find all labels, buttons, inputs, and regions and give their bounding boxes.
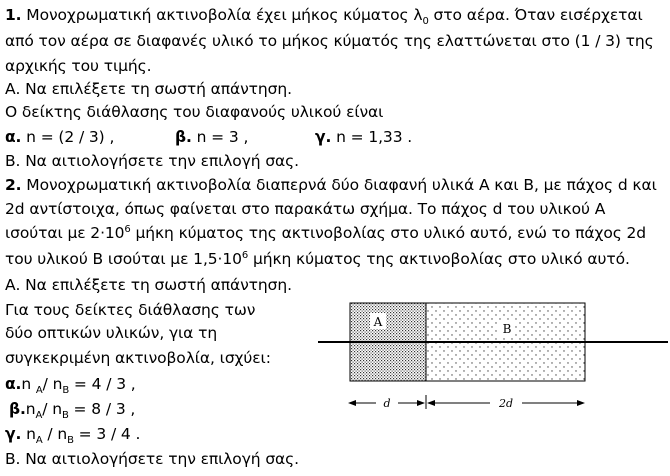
q1-option-a-label: α. bbox=[5, 128, 22, 146]
q2-line-3 bbox=[5, 222, 646, 244]
q2-option-b-mid: / n bbox=[42, 400, 62, 418]
q2-part-a: Α. Να επιλέξετε τη σωστή απάντηση. bbox=[5, 276, 292, 294]
q2-option-a-sub-a: Α bbox=[35, 385, 43, 397]
lambda-subscript: 0 bbox=[422, 16, 429, 28]
q1-stem: Ο δείκτης διάθλασης του διαφανούς υλικού είναι bbox=[5, 103, 384, 121]
q2-option-c bbox=[5, 423, 140, 445]
q1-option-a bbox=[5, 126, 175, 148]
q2-option-c-sub-a: Α bbox=[35, 435, 43, 447]
q1-option-c-label: γ. bbox=[315, 128, 332, 146]
q1-part-b: Β. Να αιτιολογήσετε την επιλογή σας. bbox=[5, 152, 299, 170]
q2-option-a-mid: / n bbox=[42, 375, 63, 393]
q2-line-2: 2d αντίστοιχα, όπως φαίνεται στο παρακάτω σχήμα. Το πάχος d του υλικού Α bbox=[5, 200, 606, 218]
q2-text-3a: ισούται με 2·10 bbox=[5, 224, 125, 242]
q2-option-a-n: n bbox=[21, 375, 36, 393]
q1-option-b bbox=[175, 126, 315, 148]
q2-text-4b: μήκη κύματος της ακτινοβολίας στο υλικό αυτό. bbox=[248, 250, 630, 268]
q2-text-3b: μήκη κύματος της ακτινοβολίας στο υλικό αυτό, ενώ το πάχος 2d bbox=[130, 224, 647, 242]
materials-figure bbox=[318, 297, 668, 427]
dim-d-label: d bbox=[383, 397, 391, 410]
q2-stem-2: δύο οπτικών υλικών, για τη bbox=[5, 324, 218, 342]
q1-option-a-text: n = (2 / 3) , bbox=[21, 128, 115, 146]
q1-options bbox=[5, 126, 412, 148]
dim-2d-arrow-left bbox=[427, 400, 435, 406]
q2-stem-1: Για τους δείκτες διάθλασης των bbox=[5, 301, 256, 319]
label-b: B bbox=[502, 322, 512, 336]
dim-d-arrow-right bbox=[417, 400, 425, 406]
q2-option-b-sub-b: Β bbox=[61, 410, 69, 422]
dim-2d-label: 2d bbox=[498, 397, 514, 410]
q1-option-b-text: n = 3 , bbox=[191, 128, 249, 146]
q2-text-4a: του υλικού Β ισούται με 1,5·10 bbox=[5, 250, 242, 268]
q1-part-a: Α. Να επιλέξετε τη σωστή απάντηση. bbox=[5, 80, 292, 98]
q2-option-a-label: α. bbox=[5, 375, 22, 393]
q2-exponent-a: 6 bbox=[124, 223, 131, 235]
q2-option-b-label: β. bbox=[9, 400, 26, 418]
q2-option-b bbox=[9, 398, 135, 420]
q1-line-2: από τον αέρα σε διαφανές υλικό το μήκος κύματός της ελαττώνεται στο (1 / 3) της bbox=[5, 32, 654, 50]
q1-option-c-text: n = 1,33 . bbox=[331, 128, 413, 146]
dim-d-arrow-left bbox=[348, 400, 356, 406]
q2-option-c-sub-b: Β bbox=[67, 435, 74, 447]
q2-option-c-end: = 3 / 4 . bbox=[73, 425, 141, 443]
q1-text-1: Μονοχρωματική ακτινοβολία έχει μήκος κύματος λ bbox=[21, 6, 423, 24]
q1-line-3: αρχικής του τιμής. bbox=[5, 57, 152, 75]
q2-option-a-sub-b: Β bbox=[62, 385, 70, 397]
q2-line-1 bbox=[5, 174, 657, 196]
q2-option-c-n: n bbox=[21, 425, 36, 443]
q1-line-1 bbox=[5, 4, 643, 26]
q1-option-b-label: β. bbox=[175, 128, 192, 146]
q1-option-c bbox=[315, 126, 412, 148]
label-a: A bbox=[373, 315, 383, 329]
q1-number: 1. bbox=[5, 6, 22, 24]
q2-stem-3: συγκεκριμένη ακτινοβολία, ισχύει: bbox=[5, 349, 271, 367]
q2-option-c-mid: / n bbox=[42, 425, 68, 443]
q2-option-a bbox=[5, 373, 136, 395]
q2-option-b-n: n bbox=[25, 400, 36, 418]
q2-option-c-label: γ. bbox=[5, 425, 22, 443]
q2-number: 2. bbox=[5, 176, 22, 194]
q2-option-a-end: = 4 / 3 , bbox=[69, 375, 136, 393]
q2-line-4 bbox=[5, 248, 630, 270]
q2-text-1: Μονοχρωματική ακτινοβολία διαπερνά δύο διαφανή υλικά Α και Β, με πάχος d και bbox=[21, 176, 657, 194]
q2-exponent-b: 6 bbox=[241, 249, 249, 261]
q2-option-b-end: = 8 / 3 , bbox=[68, 400, 136, 418]
q1-text-1-end: στο αέρα. Όταν εισέρχεται bbox=[428, 6, 643, 24]
q2-option-b-sub-a: Α bbox=[35, 410, 43, 422]
dim-2d-arrow-right bbox=[577, 400, 585, 406]
q2-part-b: Β. Να αιτιολογήσετε την επιλογή σας. bbox=[5, 450, 299, 468]
